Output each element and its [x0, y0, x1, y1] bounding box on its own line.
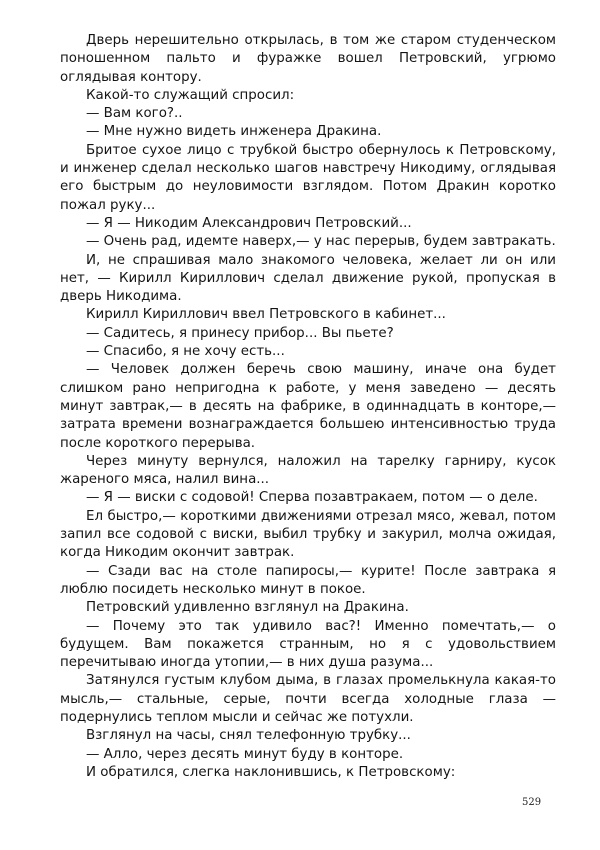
paragraph: — Вам кого?.. — [86, 106, 183, 122]
paragraph: — Человек должен беречь свою машину, иначе она будет слишком рано непригодна к работе, у меня заведено — десять минут завтрак,— в десять на фабрике, в одиннадцать в конторе,— затрата времени вознаграждается большею интенсивностью труда после короткого перерыва. — [60, 362, 556, 451]
paragraph: — Садитесь, я принесу прибор... Вы пьете? — [86, 325, 394, 341]
page-body — [60, 32, 556, 782]
paragraph: И, не спрашивая мало знакомого человека, желает ли он или нет, — Кирилл Кириллович сделал движение рукой, пропуская в дверь Никодима. — [60, 252, 556, 305]
paragraph: — Сзади вас на столе папиросы,— курите! После завтрака я люблю посидеть несколько минут в покое. — [60, 563, 556, 597]
paragraph: — Очень рад, идемте наверх,— у нас перерыв, будем завтракать. — [86, 234, 556, 250]
paragraph: — Я — виски с содовой! Сперва позавтракаем, потом — о деле. — [86, 490, 538, 506]
paragraph: И обратился, слегка наклонившись, к Петровскому: — [86, 764, 456, 780]
paragraph: Какой-то служащий спросил: — [86, 87, 295, 103]
paragraph: Бритое сухое лицо с трубкой быстро обернулось к Петровскому, и инженер сделал несколько шагов навстречу Никодиму, оглядывая его быстрым до неуловимости взглядом. Потом Дракин коротко пожал руку... — [60, 142, 556, 213]
paragraph: Дверь нерешительно открылась, в том же старом студенческом поношенном пальто и фуражке вошел Петровский, угрюмо оглядывая контору. — [60, 33, 556, 85]
paragraph: Ел быстро,— короткими движениями отрезал мясо, жевал, потом запил все содовой с виски, выбил трубку и закурил, молча ожидая, когда Никодим окончит завтрак. — [60, 508, 556, 561]
paragraph: Петровский удивленно взглянул на Дракина. — [86, 600, 409, 616]
paragraph: — Алло, через десять минут буду в конторе. — [86, 746, 404, 762]
paragraph: — Спасибо, я не хочу есть... — [86, 344, 285, 360]
paragraph: Затянулся густым клубом дыма, в глазах промелькнула какая-то мысль,— стальные, серые, почти всегда холодные глаза — подернулись теплом мысли и сейчас же потухли. — [60, 673, 556, 725]
paragraph: — Мне нужно видеть инженера Дракина. — [86, 124, 382, 140]
paragraph: Через минуту вернулся, наложил на тарелку гарниру, кусок жареного мяса, налил вина... — [60, 453, 556, 488]
paragraph: Взглянул на часы, снял телефонную трубку... — [86, 728, 411, 744]
paragraph: — Я — Никодим Александрович Петровский... — [86, 215, 412, 231]
paragraph: Кирилл Кириллович ввел Петровского в кабинет... — [86, 307, 446, 323]
paragraph: — Почему это так удивило вас?! Именно помечтать,— о будущем. Вам покажется странным, но я с удовольствием перечитываю иногда утопии,— в них душа разума... — [60, 618, 556, 671]
page-number: 529 — [522, 797, 542, 808]
